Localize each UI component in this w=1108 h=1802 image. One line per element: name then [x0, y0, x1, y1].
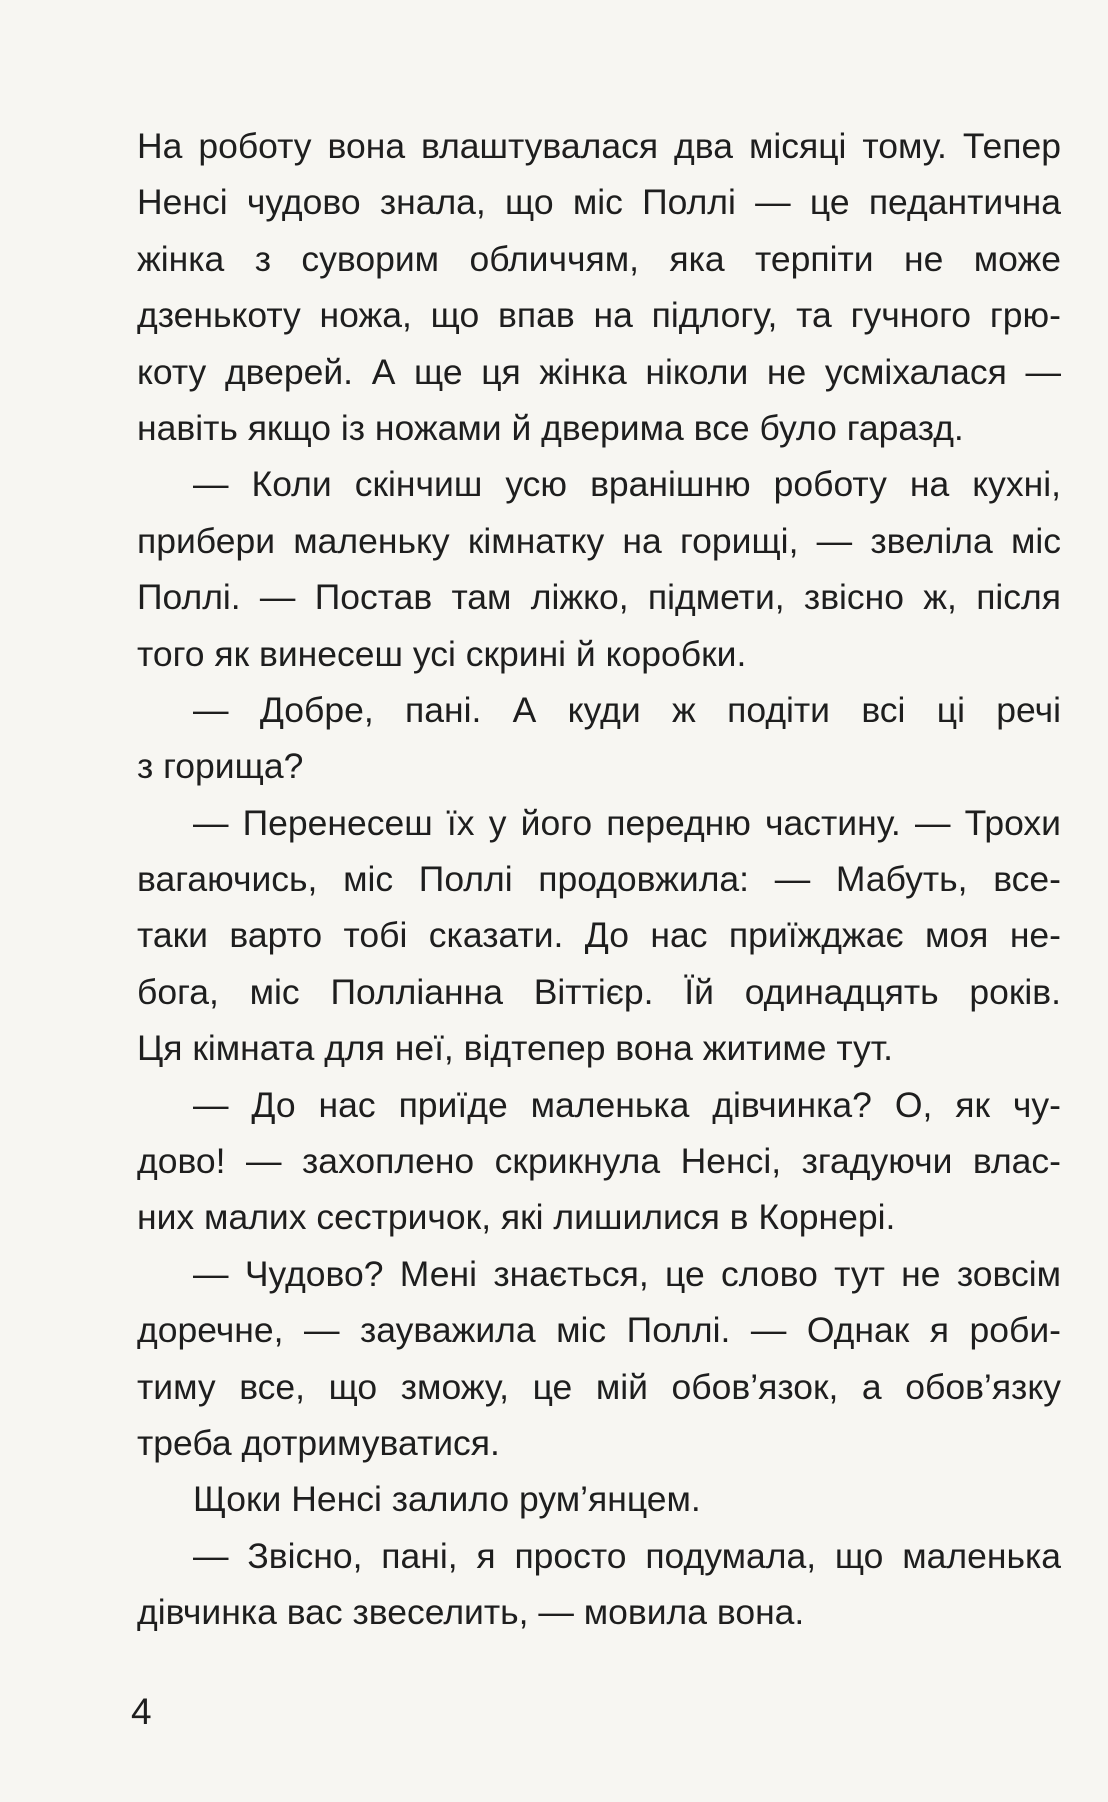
text-line: з горища?: [137, 746, 304, 787]
page-number: 4: [131, 1691, 152, 1732]
text-line: таки варто тобі сказати. До нас приїжджає моя не-: [137, 915, 1061, 956]
text-line: треба дотримуватися.: [137, 1422, 500, 1463]
text-line: вагаючись, міс Поллі продовжила: — Мабуть, все-: [137, 859, 1061, 900]
text-line: тиму все, що зможу, це мій обов’язок, а обов’язку: [137, 1366, 1061, 1407]
text-line: Поллі. — Постав там ліжко, підмети, звісно ж, після: [137, 577, 1061, 618]
text-line: жінка з суворим обличчям, яка терпіти не може: [137, 238, 1061, 279]
text-line: дово! — захоплено скрикнула Ненсі, згадуючи влас-: [137, 1141, 1061, 1182]
text-line: — Чудово? Мені знається, це слово тут не зовсім: [193, 1253, 1061, 1294]
text-line: — Добре, пані. А куди ж подіти всі ці речі: [193, 689, 1061, 730]
text-line: Ненсі чудово знала, що міс Поллі — це педантична: [137, 182, 1061, 223]
body-text: [137, 118, 1061, 1641]
text-line: Ця кімната для неї, відтепер вона житиме тут.: [137, 1028, 893, 1069]
text-line: — Коли скінчиш усю вранішню роботу на кухні,: [193, 464, 1061, 505]
text-line: Щоки Ненсі залило рум’янцем.: [193, 1479, 701, 1520]
text-line: прибери маленьку кімнатку на горищі, — звеліла міс: [137, 520, 1061, 561]
text-line: доречне, — зауважила міс Поллі. — Однак я роби-: [137, 1310, 1061, 1351]
text-line: — До нас приїде маленька дівчинка? О, як чу-: [193, 1084, 1061, 1125]
text-line: того як винесеш усі скрині й коробки.: [137, 633, 747, 674]
text-line: навіть якщо із ножами й дверима все було гаразд.: [137, 407, 964, 448]
text-line: дівчинка вас звеселить, — мовила вона.: [137, 1592, 805, 1633]
text-line: дзенькоту ножа, що впав на підлогу, та гучного грю-: [137, 295, 1061, 336]
text-line: них малих сестричок, які лишилися в Корнері.: [137, 1197, 896, 1238]
text-line: На роботу вона влаштувалася два місяці тому. Тепер: [137, 126, 1061, 166]
text-line: коту дверей. А ще ця жінка ніколи не усміхалася —: [137, 351, 1061, 392]
text-line: бога, міс Полліанна Віттієр. Їй одинадцять років.: [137, 971, 1061, 1012]
text-line: — Перенесеш їх у його передню частину. — Трохи: [193, 802, 1061, 843]
text-line: — Звісно, пані, я просто подумала, що маленька: [193, 1535, 1061, 1576]
